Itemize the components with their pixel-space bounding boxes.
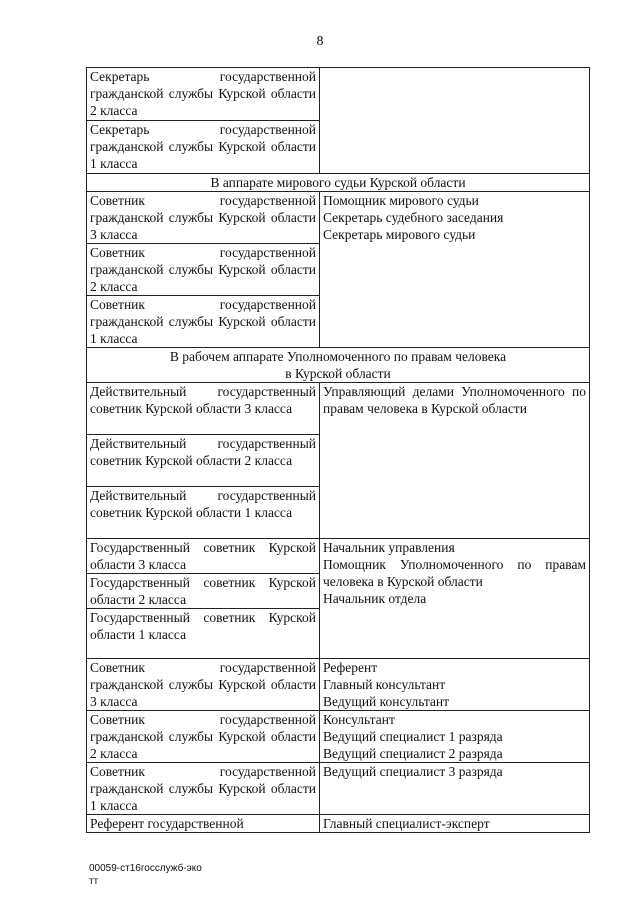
ranks-positions-table xyxy=(86,67,590,833)
position-cell xyxy=(320,763,590,815)
section-heading-line: В рабочем аппарате Уполномоченного по правам человека xyxy=(169,349,507,364)
position-cell xyxy=(320,659,590,711)
rank-cell: Советник государственной гражданской службы Курской области 1 класса xyxy=(87,296,320,348)
position-item: Помощник мирового судьи xyxy=(323,193,479,208)
author-initials: тт xyxy=(89,876,99,887)
section-heading-row xyxy=(87,174,590,192)
rank-cell: Советник государственной гражданской службы Курской области 3 класса xyxy=(87,192,320,244)
position-item: Секретарь судебного заседания xyxy=(323,210,504,225)
document-footer xyxy=(89,862,202,888)
section-heading-line: в Курской области xyxy=(285,366,391,381)
table-row xyxy=(87,763,590,815)
table-row xyxy=(87,711,590,763)
rank-cell: Советник государственной гражданской службы Курской области 3 класса xyxy=(87,659,320,711)
position-item: Начальник отдела xyxy=(323,591,427,606)
table-row xyxy=(87,815,590,833)
rank-cell: Советник государственной гражданской службы Курской области 1 класса xyxy=(87,763,320,815)
position-cell xyxy=(320,68,590,174)
position-cell xyxy=(320,539,590,659)
position-item: Ведущий консультант xyxy=(323,694,450,709)
section-heading-row xyxy=(87,348,590,383)
rank-cell: Действительный государственный советник Курской области 3 класса xyxy=(87,383,320,435)
position-item: Ведущий специалист 1 разряда xyxy=(323,729,503,744)
position-item: Помощник Уполномоченного по правам человека в Курской области xyxy=(323,557,586,589)
rank-cell: Государственный советник Курской области 3 класса xyxy=(87,539,320,574)
rank-cell: Референт государственной xyxy=(87,815,320,833)
rank-cell: Государственный советник Курской области 2 класса xyxy=(87,574,320,609)
section-heading: В аппарате мирового судьи Курской области xyxy=(87,174,590,192)
position-item: Консультант xyxy=(323,712,395,727)
section-heading xyxy=(87,348,590,383)
table-row xyxy=(87,539,590,574)
position-item: Главный консультант xyxy=(323,677,446,692)
rank-cell: Советник государственной гражданской службы Курской области 2 класса xyxy=(87,711,320,763)
table-row xyxy=(87,659,590,711)
rank-cell: Государственный советник Курской области 1 класса xyxy=(87,609,320,659)
rank-cell: Секретарь государственной гражданской службы Курской области 1 класса xyxy=(87,121,320,174)
position-cell xyxy=(320,711,590,763)
position-item: Референт xyxy=(323,660,378,675)
document-code: 00059-ст16госслужб-эко xyxy=(89,863,202,874)
rank-cell: Действительный государственный советник Курской области 2 класса xyxy=(87,435,320,487)
position-item: Начальник управления xyxy=(323,540,455,555)
position-cell xyxy=(320,192,590,348)
position-cell xyxy=(320,383,590,539)
position-item: Ведущий специалист 3 разряда xyxy=(323,764,503,779)
position-item: Ведущий специалист 2 разряда xyxy=(323,746,503,761)
table-row xyxy=(87,68,590,121)
position-item: Главный специалист-эксперт xyxy=(323,816,490,831)
rank-cell: Советник государственной гражданской службы Курской области 2 класса xyxy=(87,244,320,296)
position-item: Управляющий делами Уполномоченного по правам человека в Курской области xyxy=(323,384,586,416)
rank-cell: Действительный государственный советник Курской области 1 класса xyxy=(87,487,320,539)
table-row xyxy=(87,192,590,244)
table-row xyxy=(87,383,590,435)
position-cell xyxy=(320,815,590,833)
page-number: 8 xyxy=(316,34,324,49)
rank-cell: Секретарь государственной гражданской службы Курской области 2 класса xyxy=(87,68,320,121)
position-item: Секретарь мирового судьи xyxy=(323,227,476,242)
